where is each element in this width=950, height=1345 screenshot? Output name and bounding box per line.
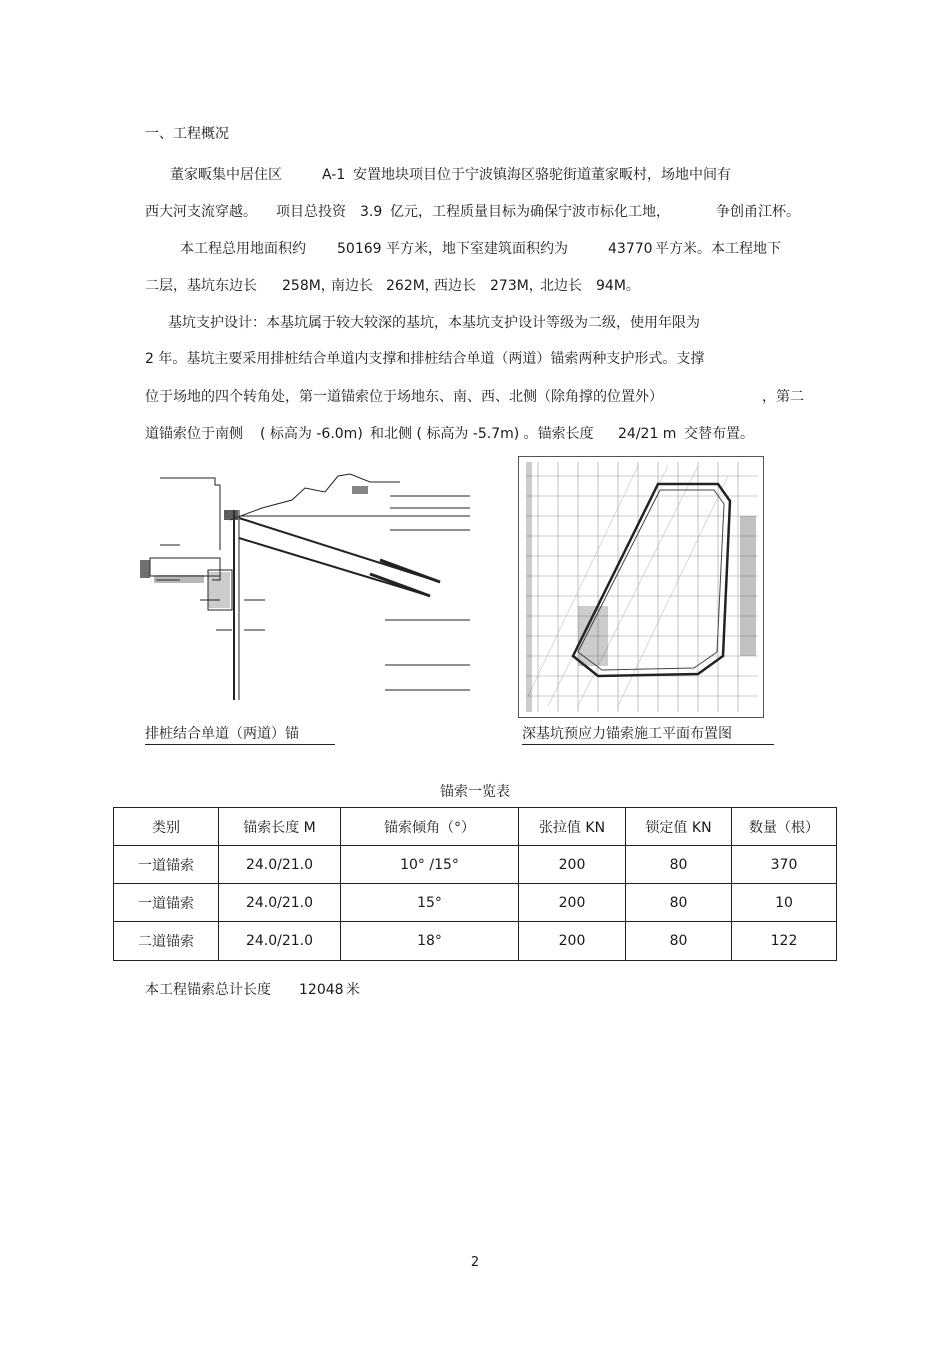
table-cell: 370 bbox=[732, 846, 837, 884]
table-cell: 10° /15° bbox=[341, 846, 519, 884]
table-cell: 一道锚索 bbox=[114, 846, 219, 884]
figure-caption-right: 深基坑预应力锚索施工平面布置图 bbox=[522, 726, 732, 742]
text-run: 二层，基坑东边长 bbox=[145, 278, 257, 294]
text-run: 亿元，工程质量目标为确保宁波市标化工地， bbox=[390, 204, 670, 220]
text-run: 西边长 bbox=[434, 278, 476, 294]
table-row bbox=[114, 846, 837, 884]
text-run: 3.9 bbox=[360, 204, 383, 220]
text-run: 基坑支护设计：本基坑属于较大较深的基坑，本基坑支护设计等级为二级，使用年限为 bbox=[168, 315, 700, 331]
table-header-cell: 类别 bbox=[114, 808, 219, 846]
table-cell: 80 bbox=[626, 884, 732, 922]
text-run: A-1 bbox=[322, 167, 346, 183]
table-header-cell: 锁定值 KN bbox=[626, 808, 732, 846]
anchor-table bbox=[113, 807, 837, 961]
figure-caption-left: 排桩结合单道（两道）锚 bbox=[145, 726, 299, 742]
table-cell: 二道锚索 bbox=[114, 922, 219, 961]
table-cell: 15° bbox=[341, 884, 519, 922]
text-run: 西大河支流穿越。 bbox=[145, 204, 257, 220]
text-run: 安置地块项目位于宁波镇海区骆驼街道董家畈村，场地中间有 bbox=[353, 167, 731, 183]
table-title: 锚索一览表 bbox=[440, 784, 510, 800]
text-run: 项目总投资 bbox=[276, 204, 346, 220]
table-cell: 24.0/21.0 bbox=[219, 884, 341, 922]
table-cell: 80 bbox=[626, 922, 732, 961]
summary-label: 本工程锚索总计长度 bbox=[145, 982, 271, 998]
text-run: 北边长 bbox=[540, 278, 582, 294]
caption-underline bbox=[145, 744, 335, 745]
section-drawing bbox=[120, 460, 472, 700]
table-cell: 18° bbox=[341, 922, 519, 961]
table-header-row bbox=[114, 808, 837, 846]
text-run: 南边长 bbox=[331, 278, 373, 294]
table-row bbox=[114, 922, 837, 961]
summary-value: 12048 bbox=[299, 982, 344, 998]
text-run: 平方米，地下室建筑面积约为 bbox=[386, 241, 568, 257]
page-number: 2 bbox=[470, 1255, 480, 1270]
text-run: 和北侧 ( 标高为 -5.7m) 。锚索长度 bbox=[370, 426, 594, 442]
text-run: 43770 bbox=[608, 241, 653, 257]
table-cell: 200 bbox=[519, 884, 626, 922]
summary-unit: 米 bbox=[346, 982, 360, 998]
text-run: 2 年。基坑主要采用排桩结合单道内支撑和排桩结合单道（两道）锚索两种支护形式。支撑 bbox=[145, 351, 705, 367]
table-cell: 80 bbox=[626, 846, 732, 884]
text-run: 24/21 m bbox=[618, 426, 677, 442]
table-cell: 24.0/21.0 bbox=[219, 846, 341, 884]
text-run: 258M， bbox=[282, 278, 335, 294]
table-header-cell: 数量（根） bbox=[732, 808, 837, 846]
table-header-cell: 锚索长度 M bbox=[219, 808, 341, 846]
caption-underline bbox=[522, 744, 774, 745]
table-cell: 200 bbox=[519, 846, 626, 884]
text-run: 262M， bbox=[386, 278, 439, 294]
text-run: 道锚索位于南侧 bbox=[145, 426, 243, 442]
text-run: 273M， bbox=[490, 278, 543, 294]
text-run: 董家畈集中居住区 bbox=[170, 167, 282, 183]
table-cell: 24.0/21.0 bbox=[219, 922, 341, 961]
plan-drawing-figure bbox=[518, 456, 764, 718]
text-run: ( 标高为 -6.0m) bbox=[260, 426, 363, 442]
table-cell: 一道锚索 bbox=[114, 884, 219, 922]
text-run: 争创甬江杯。 bbox=[716, 204, 800, 220]
text-run: 50169 bbox=[337, 241, 382, 257]
plan-drawing bbox=[518, 456, 764, 718]
text-run: 平方米。本工程地下 bbox=[655, 241, 781, 257]
table-row bbox=[114, 884, 837, 922]
table-header-cell: 锚索倾角（°） bbox=[341, 808, 519, 846]
section-drawing-figure bbox=[120, 460, 472, 700]
section-heading: 一、工程概况 bbox=[145, 126, 229, 142]
text-run: 94M。 bbox=[596, 278, 640, 294]
text-run: 交替布置。 bbox=[684, 426, 754, 442]
table-cell: 200 bbox=[519, 922, 626, 961]
table-cell: 122 bbox=[732, 922, 837, 961]
table-cell: 10 bbox=[732, 884, 837, 922]
text-run: ，第二 bbox=[762, 389, 804, 405]
text-run: 本工程总用地面积约 bbox=[180, 241, 306, 257]
table-header-cell: 张拉值 KN bbox=[519, 808, 626, 846]
text-run: 位于场地的四个转角处，第一道锚索位于场地东、南、西、北侧（除角撑的位置外） bbox=[145, 389, 663, 405]
